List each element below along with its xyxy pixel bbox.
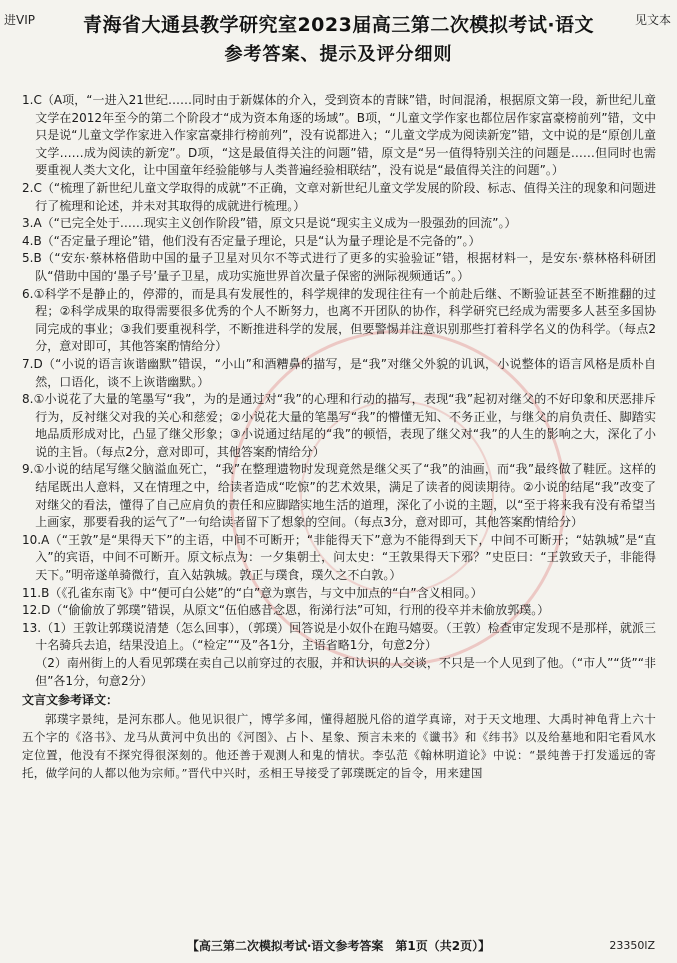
page-footer: 【高三第二次模拟考试·语文参考答案 第1页（共2页）】 — [186, 939, 491, 953]
translation-heading: 文言文参考译文： — [22, 693, 119, 708]
answer-item-1: 1.C（A项，“一进入21世纪……同时由于新媒体的介入，受到资本的青睐”错，时间混淆，根据原文第一段，新世纪儿童文学在2012年至今的第二个阶段才“成为资本角逐的场域”。B项，“儿童文学作家也都位居作家富豪榜前列”错，文中只是说“儿童文学作家进入作家富豪排行榜前列”，没有说都进入；“儿童文学成为阅读新宠”错，文中说的是“原创儿童文学……成为阅读的新宠”。D项，“这是最值得关注的问题”错，原文是“另一值得特别关注的问题是……但同时也需要重视人类大文化，让中国童年经验能够与人类普遍经验相联结”，没有说是“最值得关注的问题”。） — [22, 93, 656, 178]
answer-content — [22, 92, 656, 782]
document-subtitle: 参考答案、提示及评分细则 — [224, 44, 453, 65]
answer-item-12: 12.D（“偷偷放了郭璞”错误，从原文“伍伯感昔念恩，衔涕行法”可知，行刑的役卒并未偷放郭璞。） — [22, 603, 550, 618]
answer-item-6: 6.①科学不是静止的，停滞的，而是具有发展性的，科学规律的发现往往有一个前赴后继、不断验证甚至不断推翻的过程；②科学成果的取得需要很多优秀的个人不断努力，也离不开团队的协作，科学研究已经成为需要多人甚至多国协同完成的事业；③我们要重视科学，不断推进科学的发展，但要警惕并注意识别那些打着科学名义的伪科学。（每点2分，意对即可，其他答案酌情给分） — [22, 286, 656, 354]
answer-item-7: 7.D（“小说的语言诙谐幽默”错误，“小山”和酒糟鼻的描写，是“我”对继父外貌的讥讽，小说整体的语言风格是质朴自然，口语化，谈不上诙谐幽默。） — [22, 356, 656, 389]
answer-item-11: 11.B（《孔雀东南飞》中“便可白公姥”的“白”意为禀告，与文中加点的“白”含义相同。） — [22, 585, 483, 600]
answer-item-9: 9.①小说的结尾写继父脑溢血死亡，“我”在整理遗物时发现竟然是继父买了“我”的油画，而“我”最终做了鞋匠。这样的结尾既出人意料，又在情理之中，给读者造成“吃惊”的艺术效果，满足了读者的阅读期待。②小说的结尾“我”改变了对继父的看法，懂得了自己应肩负的责任和应脚踏实地生活的道理，深化了小说的主题，以“至于将来我有没有希望当上画家，那要看我的运气了”一句给读者留下了想象的空间。（每点3分，意对即可，其他答案酌情给分） — [22, 462, 656, 530]
answer-item-2: 2.C（“梳理了新世纪儿童文学取得的成就”不正确，文章对新世纪儿童文学发展的阶段、标志、值得关注的现象和问题进行了梳理和论述，并未对其取得的成就进行梳理。） — [22, 180, 656, 213]
answer-item-13-2: （2）南州街上的人看见郭璞在卖自己以前穿过的衣服，并和认识的人交谈，不只是一个人见到了他。（“市人”“货”“非但”各1分，句意2分） — [35, 656, 656, 688]
answer-item-8: 8.①小说花了大量的笔墨写“我”，为的是通过对“我”的心理和行动的描写，表现“我”起初对继父的不好印象和厌恶排斥行为，反衬继父对我的关心和慈爱；②小说花大量的笔墨写“我”的懵懂无知、不务正业，与继父的肩负责任、脚踏实地品质形成对比，凸显了继父形象；③小说通过结尾的“我”的顿悟，表现了继父对“我”的人生的影响之大，深化了小说的主旨。（每点2分，意对即可，其他答案酌情给分） — [22, 392, 656, 459]
translation-text: 郭璞字景纯，是河东郡人。他见识很广，博学多闻，懂得超脱凡俗的道学真谛，对于天文地理、大禹时神龟背上六十五个字的《洛书》、龙马从黄河中负出的《河图》、占卜、星象、预言未来的《谶书》和《纬书》以及给墓地和阳宅看风水定位置，他没有不探究得很深刻的。他还善于观测人和鬼的情状。李弘范《翰林明道论》中说：“景纯善于打发遥远的寄托，做学问的人都以他为宗师。”晋代中兴时，丞相王导接受了郭璞既定的旨令，用来建国 — [22, 711, 656, 780]
document-title: 青海省大通县教学研究室2023届高三第二次模拟考试·语文 — [82, 14, 595, 36]
answer-item-13-1: 13.（1）王敦让郭璞说清楚（怎么回事），（郭璞）回答说是小奴仆在跑马嬉耍。（王敦）检查审定发现不是那样，就派三十名骑兵去追，结果没追上。（“检定”“及”各1分，主语省略1分，句意2分） — [22, 620, 656, 653]
answer-item-4: 4.B（“否定量子理论”错，他们没有否定量子理论，只是“认为量子理论是不完备的”。） — [22, 233, 481, 248]
answer-item-5: 5.B（“安东·蔡林格借助中国的量子卫星对贝尔不等式进行了更多的实验验证”错，根据材料一，是安东·蔡林格科研团队“借助中国的‘墨子号’量子卫星，成功实施世界首次量子保密的洲际视频通话”。） — [22, 251, 656, 283]
ribbon-left-text[interactable]: 进VIP — [4, 13, 35, 27]
answer-item-3: 3.A（“已完全处于……现实主义创作阶段”错，原文只是说“现实主义成为一股强劲的回流”。） — [22, 216, 517, 231]
document-code: 23350lZ — [609, 939, 655, 952]
ribbon-right-text[interactable]: 见文本 — [634, 13, 671, 27]
answer-item-10: 10.A（“王敦”是“果得天下”的主语，中间不可断开；“非能得天下”意为不能得到天下，中间不可断开；“姑孰城”是“直入”的宾语，中间不可断开。原文标点为：一夕集朝士，问太史：“王敦果得天下邪？”史臣曰：“王敦致天子，非能得天下。”明帝遂单骑微行，直入姑孰城。敦正与璞食，璞久之不白敦。） — [22, 532, 656, 583]
